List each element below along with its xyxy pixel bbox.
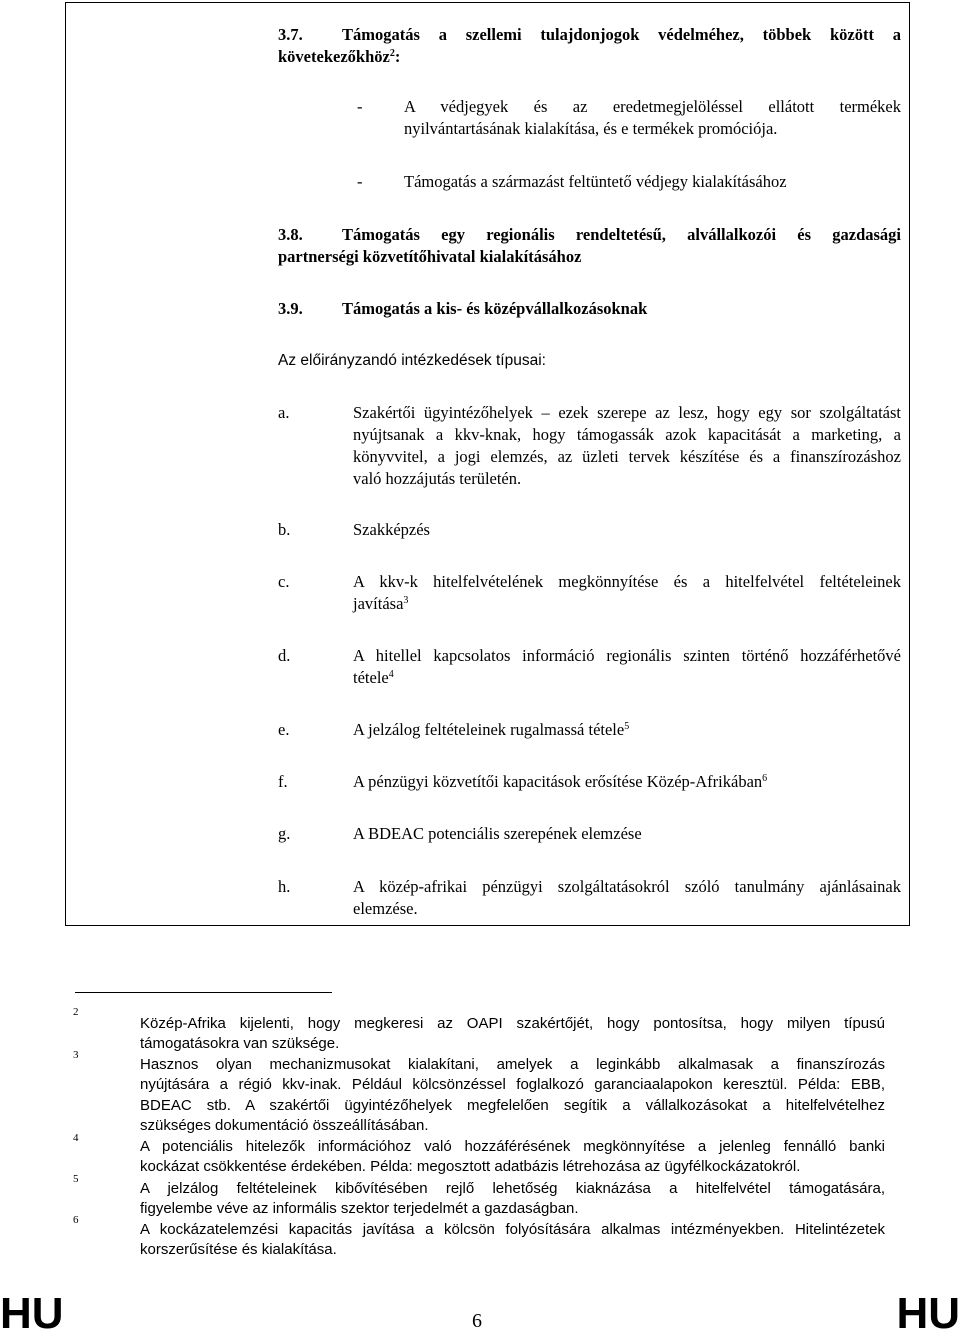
language-code-left: HU [0,1289,64,1338]
footnote-number: 6 [73,1214,79,1226]
footnote-3-line4: szükséges dokumentáció összeállításában. [140,1117,429,1134]
section-number-3-9: 3.9. [278,299,303,318]
item-a-line1: Szakértői ügyintézőhelyek – ezek szerepe az lesz, hogy egy sor szolgáltatást [353,403,901,422]
bullet-dash: - [357,172,363,191]
footnote-separator [75,992,332,993]
item-label: f. [278,772,288,791]
section-number-3-7: 3.7. [278,25,303,44]
item-label: h. [278,877,291,896]
footnote-2-line1: Közép-Afrika kijelenti, hogy megkeresi az OAPI szakértőjét, hogy pontosítsa, hogy milyen típusú [140,1015,885,1032]
item-label: b. [278,520,291,539]
item-label: c. [278,572,290,591]
item-a-line3: könyvvitel, a jogi elemzés, az üzleti tervek készítése és a finanszírozáshoz [353,447,901,466]
item-label: a. [278,403,290,422]
measures-intro: Az előirányzandó intézkedések típusai: [278,352,546,369]
item-h-line1: A közép-afrikai pénzügyi szolgáltatásokról szóló tanulmány ajánlásainak [353,877,901,896]
item-a-line2: nyújtsanak a kkv-knak, hogy támogassák azok kapacitását a marketing, a [353,425,901,444]
footnote-6-line1: A kockázatelemzési kapacitás javítása a kölcsön folyósítására alkalmas intézményekben. Hitelintézetek [140,1221,885,1238]
footnote-5-line2: figyelembe véve az informális szektor terjedelmét a gazdaságban. [140,1200,579,1217]
footnote-ref: 4 [388,669,394,680]
item-label: d. [278,646,291,665]
item-f-text: A pénzügyi közvetítői kapacitások erősítése Közép-Afrikában$^6$ [353,772,768,791]
page-number: 6 [472,1310,482,1332]
bullet-dash: - [357,97,363,116]
item-g-text: A BDEAC potenciális szerepének elemzése [353,824,642,843]
item-label: g. [278,824,291,843]
section-title-3-8-line1: Támogatás egy regionális rendeltetésű, alvállalkozói és gazdasági [342,225,901,244]
footnote-ref: 3 [403,595,409,606]
footnote-ref: 6 [762,773,768,784]
item-e-text: A jelzálog feltételeinek rugalmassá tétele$^5$ [353,720,630,739]
footnote-4-line2: kockázat csökkentése érdekében. Példa: megosztott adatbázis létrehozása az ügyfélkockázatokról. [140,1158,801,1175]
footnote-3-line2: nyújtására a régió kkv-inak. Például kölcsönzéssel foglalkozó garanciaalapokon keresztül. Példa: EBB, [140,1076,885,1093]
section-title-3-7-line1: Támogatás a szellemi tulajdonjogok védelméhez, többek között a [342,25,901,44]
item-a-line4: való hozzájutás területén. [353,469,522,488]
footnote-ref: 2 [389,48,395,59]
footnote-number: 4 [73,1132,79,1144]
language-code-right: HU [896,1289,960,1338]
item-d-line1: A hitellel kapcsolatos információ regionális szinten történő hozzáférhetővé [353,646,901,665]
footnote-3-line3: BDEAC stb. A szakértői ügyintézőhelyek megfelelően segítik a vállalkozásokat a hitelfelvételhez [140,1097,885,1114]
bullet-text-line1: A védjegyek és az eredetmegjelöléssel ellátott termékek [404,97,901,116]
item-c-line2: javítása$^3$ [353,594,409,613]
section-title-3-9: Támogatás a kis- és középvállalkozásoknak [342,299,648,318]
footnote-3-line1: Hasznos olyan mechanizmusokat kialakítani, amelyek a leginkább alkalmasak a finanszírozás [140,1056,885,1073]
item-b-text: Szakképzés [353,520,430,539]
item-c-line1: A kkv-k hitelfelvételének megkönnyítése és a hitelfelvétel feltételeinek [353,572,901,591]
footnote-number: 3 [73,1049,79,1061]
section-title-3-7-line2: követekezőkhöz$^2$: [278,47,401,66]
footnote-number: 2 [73,1006,79,1018]
bullet-text: Támogatás a származást feltüntető védjegy kialakításához [404,172,787,191]
footnote-ref: 5 [624,721,630,732]
section-title-3-8-line2: partnerségi közvetítőhivatal kialakításához [278,247,582,266]
item-d-line2: tétele$^4$ [353,668,394,687]
section-number-3-8: 3.8. [278,225,303,244]
bullet-text-line2: nyilvántartásának kialakítása, és e termékek promóciója. [404,119,778,138]
footnote-5-line1: A jelzálog feltételeinek kibővítésében rejlő lehetőség kiaknázása a hitelfelvétel támogatására, [140,1180,885,1197]
footnote-number: 5 [73,1173,79,1185]
footnote-6-line2: korszerűsítése és kialakítása. [140,1241,337,1258]
item-label: e. [278,720,290,739]
item-h-line2: elemzése. [353,899,418,918]
footnote-4-line1: A potenciális hitelezők információhoz való hozzáférésének megkönnyítése a jelenleg fennálló banki [140,1138,885,1155]
footnote-2-line2: támogatásokra van szüksége. [140,1035,340,1052]
